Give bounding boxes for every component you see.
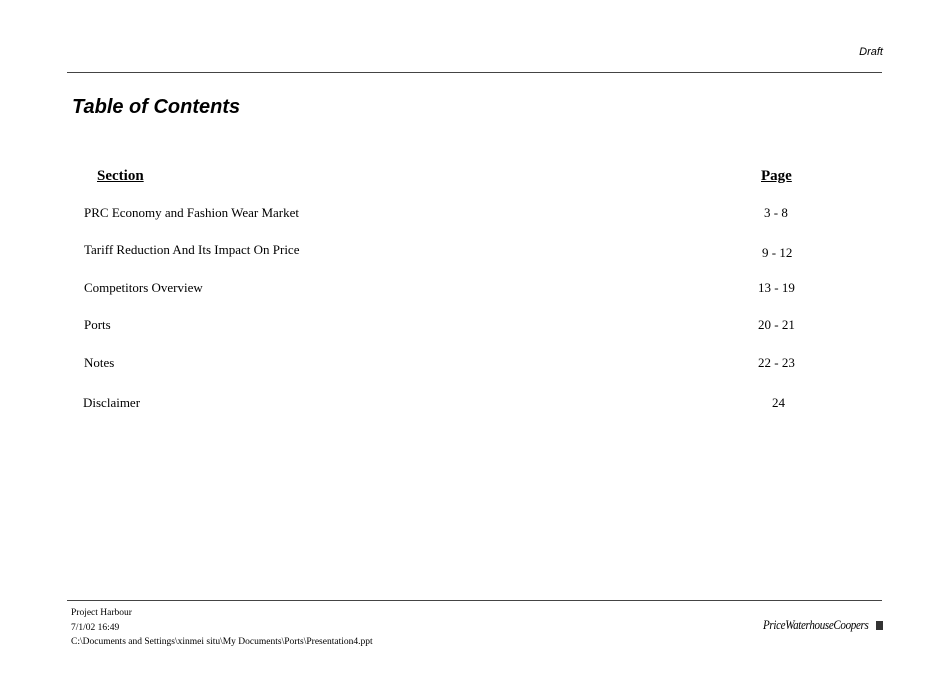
toc-row-pages: 13 - 19 xyxy=(758,280,795,295)
header-divider xyxy=(67,72,882,73)
toc-row-pages: 24 xyxy=(772,395,785,410)
toc-row-pages: 9 - 12 xyxy=(762,245,793,260)
page-title: Table of Contents xyxy=(72,96,241,118)
footer-file-path: C:\Documents and Settings\xinmei situ\My Documents\Ports\Presentation4.ppt xyxy=(71,637,373,647)
company-logo xyxy=(763,617,868,633)
logo-text: PriceWaterhouseCoopers xyxy=(763,617,869,632)
toc-row-pages: 22 - 23 xyxy=(758,355,795,370)
page-column-header: Page xyxy=(761,168,792,184)
logo-mark xyxy=(876,621,883,630)
toc-row-label: PRC Economy and Fashion Wear Market xyxy=(84,205,299,220)
toc-row-label: Notes xyxy=(84,355,115,370)
toc-row-label: Tariff Reduction And Its Impact On Price xyxy=(84,242,300,257)
footer-divider xyxy=(67,600,882,601)
section-column-header: Section xyxy=(97,168,144,184)
toc-row-pages: 20 - 21 xyxy=(758,317,795,332)
toc-row-label: Ports xyxy=(84,317,111,332)
toc-row-pages: 3 - 8 xyxy=(764,205,788,220)
footer-datetime: 7/1/02 16:49 xyxy=(71,623,120,633)
toc-row-label: Disclaimer xyxy=(83,395,141,410)
draft-label: Draft xyxy=(859,46,883,58)
toc-row-label: Competitors Overview xyxy=(84,280,203,295)
footer-project: Project Harbour xyxy=(71,608,132,618)
